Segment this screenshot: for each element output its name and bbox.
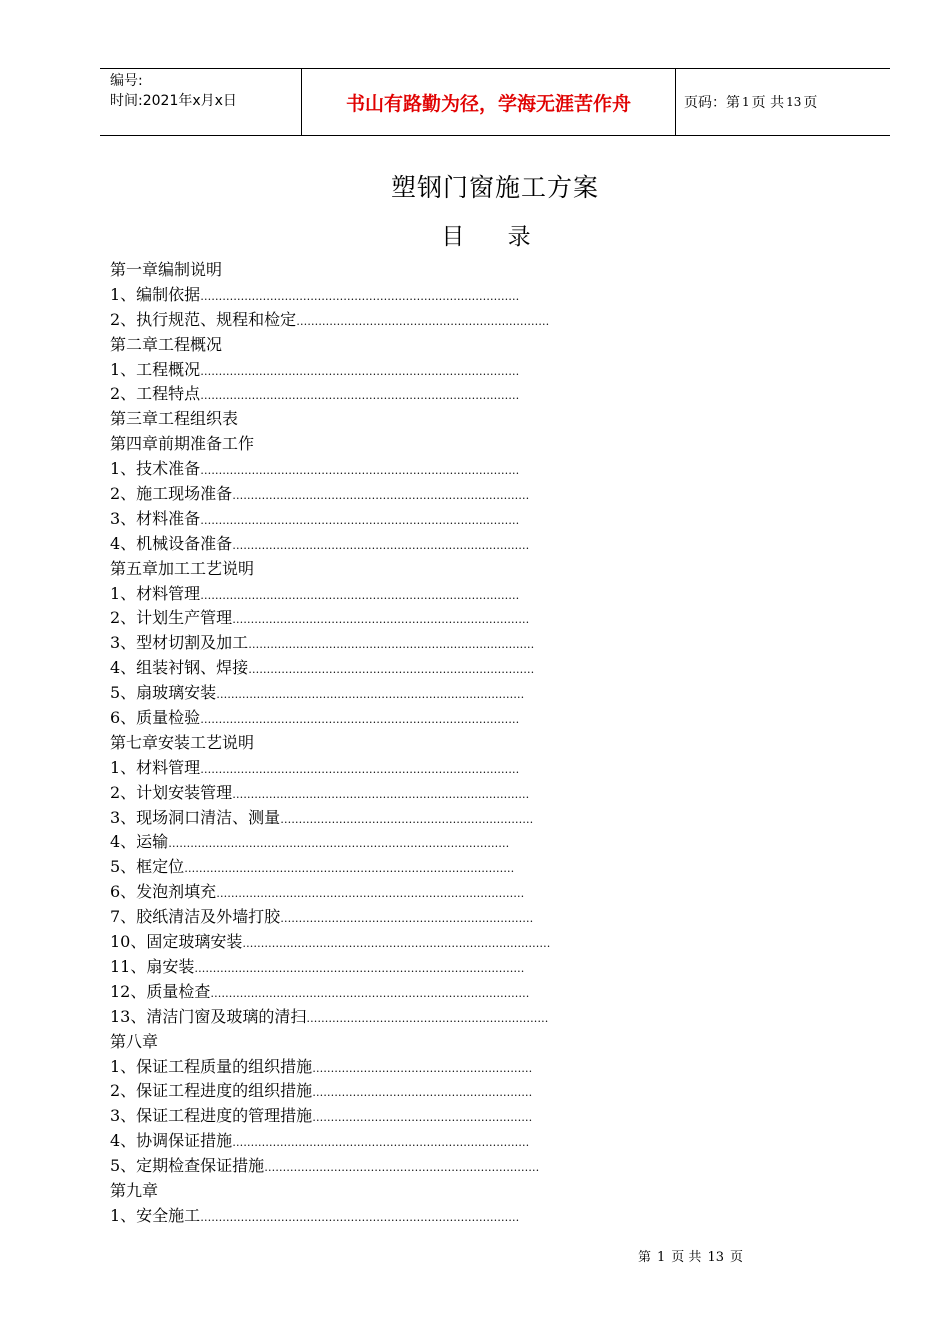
footer-current: 1	[657, 1250, 666, 1265]
toc-item-text: 第五章加工工艺说明	[110, 558, 255, 578]
toc-item-leader: ……………………………………………………………………………	[210, 986, 530, 1000]
toc-item-leader: …………………………………………………………………………………	[168, 837, 510, 851]
toc-item-text: 第四章前期准备工作	[110, 434, 255, 454]
toc-item-leader: ………………………………………………………………………	[232, 787, 530, 801]
toc-item-leader: ………………………………………………………………………	[232, 613, 530, 627]
toc-item-text: 2、工程特点	[110, 384, 201, 404]
toc-item-text: 6、质量检验	[110, 708, 201, 728]
toc-item[interactable]	[110, 706, 790, 731]
footer-suffix: 页	[729, 1250, 743, 1265]
toc-item-leader: ………………………………………………………………………………	[184, 862, 515, 876]
toc-item-text: 第一章编制说明	[110, 260, 223, 279]
toc-item-leader: ……………………………………………………	[312, 1111, 533, 1125]
toc-item[interactable]	[110, 606, 790, 631]
toc-item-leader: ……………………………………………………………………	[248, 638, 535, 652]
toc-item-leader: ……………………………………………………………………………	[200, 588, 520, 602]
header-info-cell	[100, 69, 301, 135]
toc-item[interactable]	[110, 283, 790, 308]
toc-item-leader: ……………………………………………………………………………	[200, 713, 520, 727]
toc-item[interactable]	[110, 731, 790, 756]
page-current: 1	[742, 95, 750, 109]
toc-item-text: 7、胶纸清洁及外墙打胶	[110, 907, 281, 927]
page-mid: 页 共	[751, 95, 785, 111]
toc-item-leader: ……………………………………………………………………………	[200, 389, 520, 403]
toc-item[interactable]	[110, 930, 790, 955]
toc-item-text: 6、发泡剂填充	[110, 882, 217, 902]
toc-item-text: 2、执行规范、规程和检定	[110, 309, 297, 329]
toc-item[interactable]	[110, 980, 790, 1005]
toc-item[interactable]	[110, 1030, 790, 1055]
toc-item[interactable]	[110, 482, 790, 507]
footer-prefix: 第	[638, 1250, 652, 1265]
toc-item[interactable]	[110, 656, 790, 681]
toc-item-text: 4、协调保证措施	[110, 1131, 233, 1151]
toc-item-text: 5、扇玻璃安装	[110, 683, 217, 703]
toc-item[interactable]	[110, 358, 790, 383]
toc-item-leader: ……………………………………………………	[312, 1061, 533, 1075]
toc-item-leader: ………………………………………………………………………	[232, 538, 530, 552]
toc-item-text: 1、技术准备	[110, 459, 201, 479]
page-prefix: 页码：第	[684, 95, 740, 111]
number-label: 编号:	[110, 73, 143, 89]
toc-item-text: 2、施工现场准备	[110, 484, 233, 504]
toc-item[interactable]	[110, 308, 790, 333]
toc-item-leader: ………………………………………………………………………………	[194, 961, 525, 975]
toc-item[interactable]	[110, 258, 790, 283]
toc-item[interactable]	[110, 1154, 790, 1179]
toc-item-leader: …………………………………………………………	[306, 1011, 549, 1025]
toc-item[interactable]	[110, 457, 790, 482]
toc-item-text: 4、组装衬钢、焊接	[110, 658, 249, 678]
toc-item-text: 1、工程概况	[110, 359, 201, 379]
page-total: 13	[786, 95, 802, 109]
toc-item[interactable]	[110, 507, 790, 532]
toc-item-leader: ………………………………………………………………………	[232, 1136, 530, 1150]
toc-item-leader: ……………………………………………………………	[280, 912, 534, 926]
toc-item[interactable]	[110, 557, 790, 582]
toc-item-text: 2、计划安装管理	[110, 782, 233, 802]
toc-item-leader: ……………………………………………………………………………	[200, 364, 520, 378]
toc-item-text: 第二章工程概况	[110, 334, 223, 354]
toc-item-leader: …………………………………………………………………………	[242, 937, 551, 951]
toc-item[interactable]	[110, 333, 790, 358]
toc-item-text: 2、计划生产管理	[110, 608, 233, 628]
toc-item-text: 12、质量检查	[110, 981, 211, 1001]
toc-item[interactable]	[110, 1055, 790, 1080]
toc-item[interactable]	[110, 382, 790, 407]
toc-item[interactable]	[110, 830, 790, 855]
toc-item[interactable]	[110, 532, 790, 557]
toc-item[interactable]	[110, 855, 790, 880]
toc-item-leader: ……………………………………………………………………………	[200, 289, 520, 303]
toc-item-text: 1、保证工程质量的组织措施	[110, 1056, 313, 1076]
toc-item-text: 5、定期检查保证措施	[110, 1156, 265, 1176]
toc-heading: 目 录	[441, 224, 549, 250]
document-title: 塑钢门窗施工方案	[390, 173, 599, 202]
toc-item[interactable]	[110, 582, 790, 607]
toc-item-text: 第三章工程组织表	[110, 409, 239, 429]
toc-item-text: 3、型材切割及加工	[110, 633, 249, 653]
motto: 书山有路勤为径，学海无涯苦作舟	[301, 69, 676, 135]
toc-item[interactable]	[110, 1179, 790, 1204]
toc-item-leader: ……………………………………………………	[312, 1086, 533, 1100]
time-label: 时间:2021年x月x日	[110, 93, 237, 109]
toc-item-text: 第七章安装工艺说明	[110, 732, 255, 752]
toc-item-text: 10、固定玻璃安装	[110, 932, 243, 952]
toc-item[interactable]	[110, 806, 790, 831]
toc-item-text: 1、安全施工	[110, 1205, 201, 1225]
toc-item[interactable]	[110, 681, 790, 706]
toc-item-leader: ……………………………………………………………………………	[200, 762, 520, 776]
toc-item-leader: …………………………………………………………………………	[216, 688, 525, 702]
footer-total: 13	[707, 1250, 724, 1265]
toc-item-text: 4、运输	[110, 832, 169, 852]
toc-item[interactable]	[110, 955, 790, 980]
toc-item[interactable]	[110, 407, 790, 432]
toc-item-text: 1、编制依据	[110, 284, 201, 304]
table-of-contents	[110, 258, 790, 1229]
toc-item[interactable]	[110, 1104, 790, 1129]
toc-item-text: 5、框定位	[110, 857, 185, 877]
toc-item[interactable]	[110, 756, 790, 781]
header-table	[100, 68, 890, 136]
header-page-info	[676, 69, 890, 135]
toc-item-leader: ………………………………………………………………………	[232, 489, 530, 503]
toc-item-leader: ……………………………………………………………	[296, 314, 550, 328]
toc-item-text: 1、材料管理	[110, 583, 201, 603]
toc-item[interactable]	[110, 1129, 790, 1154]
page-suffix: 页	[803, 95, 818, 111]
toc-item[interactable]	[110, 905, 790, 930]
toc-item-text: 13、清洁门窗及玻璃的清扫	[110, 1006, 307, 1026]
toc-item-leader: ……………………………………………………………	[280, 812, 534, 826]
toc-item-text: 第八章	[110, 1031, 159, 1051]
toc-item-leader: ……………………………………………………………………………	[200, 513, 520, 527]
page-footer	[638, 1246, 749, 1265]
toc-item[interactable]	[110, 880, 790, 905]
toc-item-text: 3、材料准备	[110, 508, 201, 528]
toc-item-text: 4、机械设备准备	[110, 533, 233, 553]
toc-item-text: 3、现场洞口清洁、测量	[110, 807, 281, 827]
toc-item-leader: ……………………………………………………………………	[248, 663, 535, 677]
toc-item-text: 第九章	[110, 1180, 159, 1200]
toc-item[interactable]	[110, 781, 790, 806]
footer-mid: 页 共	[671, 1250, 702, 1265]
toc-item[interactable]	[110, 432, 790, 457]
toc-item-leader: …………………………………………………………………	[264, 1161, 540, 1175]
toc-item[interactable]	[110, 1079, 790, 1104]
toc-item[interactable]	[110, 1204, 790, 1229]
toc-item[interactable]	[110, 631, 790, 656]
toc-item[interactable]	[110, 1005, 790, 1030]
toc-item-text: 2、保证工程进度的组织措施	[110, 1081, 313, 1101]
toc-item-text: 1、材料管理	[110, 757, 201, 777]
toc-item-leader: ……………………………………………………………………………	[200, 1210, 520, 1224]
toc-item-leader: ……………………………………………………………………………	[200, 464, 520, 478]
toc-item-text: 11、扇安装	[110, 956, 195, 976]
toc-item-leader: …………………………………………………………………………	[216, 887, 525, 901]
toc-item-text: 3、保证工程进度的管理措施	[110, 1106, 313, 1126]
